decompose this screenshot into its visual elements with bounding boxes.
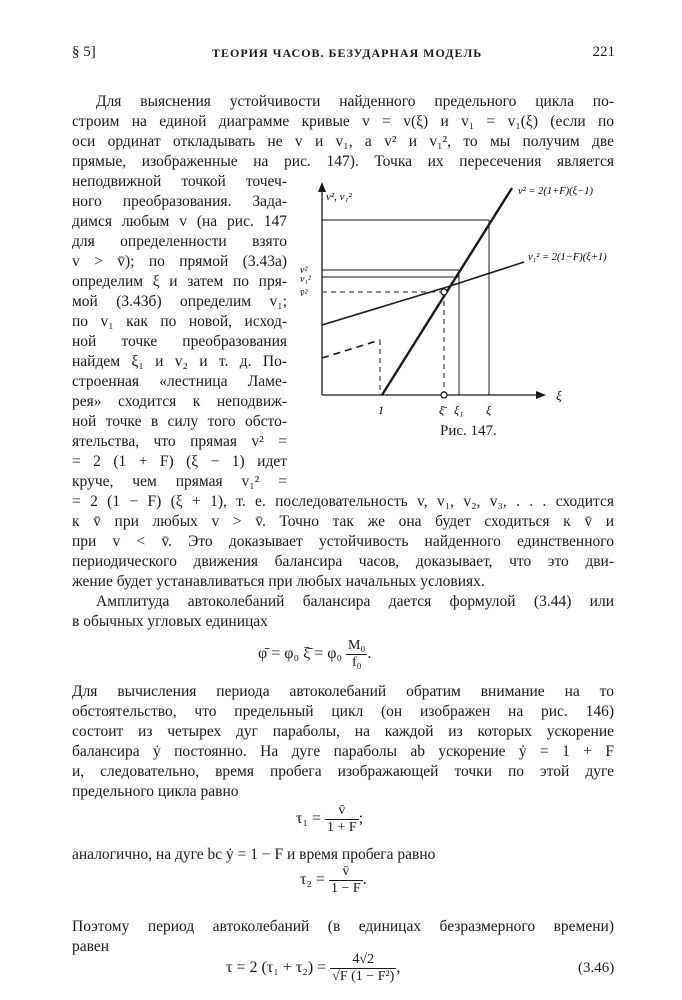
running-title: ТЕОРИЯ ЧАСОВ. БЕЗУДАРНАЯ МОДЕЛЬ — [212, 46, 483, 60]
text-line: к v̄ при любых v > v̄. Точно так же она будет сходиться к v̄ и — [72, 513, 614, 530]
y-tick-label: v² — [300, 265, 308, 276]
text-line: в обычных угловых единицах — [72, 613, 268, 630]
fraction-numerator: v̄ — [329, 864, 363, 881]
text-line: предельного цикла равно — [72, 783, 239, 800]
tick-label: ξ₁ — [454, 403, 464, 417]
y-axis-label: v², v₁² — [326, 191, 352, 203]
text-line: жение будет устанавливаться при любых начальных условиях. — [72, 573, 485, 590]
formula-lhs: τ₁ = — [296, 810, 322, 828]
tick-label: ξ̄ — [439, 403, 445, 417]
text-line: рея» сходится к неподвиж- — [72, 393, 287, 410]
formula-tail: . — [367, 645, 372, 663]
text-line: определим ξ и затем по пря- — [72, 273, 287, 290]
text-line: оси ординат откладывать не v и v₁, а v² и v₁², то мы получим две — [72, 133, 614, 150]
line1-label: v² = 2(1+F)(ξ−1) — [518, 186, 593, 197]
text-line: периодического движения балансира часов, доказывает, что это дви- — [72, 553, 614, 570]
text-line: найдем ξ₁ и v₂ и т. д. По- — [72, 353, 287, 370]
fraction-denominator: √F (1 − F²) — [332, 969, 395, 984]
text-line: круче, чем прямая v₁² = — [72, 473, 287, 490]
text-line: ного преобразования. Зада- — [72, 193, 287, 210]
axis-point-marker — [441, 392, 447, 398]
fraction-denominator: f₀ — [351, 655, 362, 670]
text-line: Для вычисления периода автоколебаний обратим внимание на то — [72, 683, 614, 700]
fraction-denominator: 1 − F — [331, 881, 361, 896]
text-line: = 2 (1 − F) (ξ + 1), т. е. последовательность v, v₁, v₂, v₃, . . . сходится — [72, 493, 614, 510]
tick-label: 1 — [378, 403, 384, 417]
fraction-numerator: v̄ — [325, 803, 359, 820]
y-axis-arrow-icon — [318, 182, 326, 192]
fraction — [346, 638, 367, 671]
text-line: состоит из четырех дуг параболы, на каждой из которых ускорение — [72, 723, 614, 740]
fraction — [330, 952, 396, 985]
text-line: мой (3.43б) определим v₁; — [72, 293, 287, 310]
text-line: прямые, изображенные на рис. 147). Точка их пересечения является — [72, 153, 614, 170]
fraction — [325, 803, 359, 836]
text-line: для определенности взято — [72, 233, 287, 250]
text-line: v > v̄); по прямой (3.43а) — [72, 253, 287, 270]
text-line: и, следовательно, время пробега изображающей точки по этой дуге — [72, 763, 614, 780]
formula-phi — [258, 638, 371, 671]
text-line: Поэтому период автоколебаний (в единицах безразмерного времени) — [72, 918, 614, 935]
fraction-denominator: 1 + F — [327, 820, 357, 835]
formula-lhs: φ̄ = φ₀ ξ̄ = φ₀ — [258, 645, 343, 663]
text-line: ной точке в силу того обсто- — [72, 413, 287, 430]
equation-number: (3.46) — [578, 960, 615, 976]
formula-tau — [226, 952, 400, 985]
fraction-numerator: 4√2 — [330, 952, 396, 969]
formula-tau1 — [296, 803, 363, 836]
x-axis-arrow-icon — [536, 391, 546, 399]
text-line: Амплитуда автоколебаний балансира дается формулой (3.44) или — [96, 593, 614, 610]
text-line: строим на единой диаграмме кривые v = v(ξ) и v₁ = v₁(ξ) (если по — [72, 113, 614, 130]
text-line: аналогично, на дуге bc ẏ = 1 − F и время пробега равно — [72, 846, 436, 863]
text-line: димся любым v (на рис. 147 — [72, 213, 287, 230]
line2-label: v₁² = 2(1−F)(ξ+1) — [528, 252, 607, 263]
fraction — [329, 864, 363, 897]
text-line: балансира ẏ постоянно. На дуге параболы ab ускорение ẏ = 1 + F — [72, 743, 614, 760]
tick-label: ξ — [486, 403, 492, 417]
figure-caption: Рис. 147. — [440, 423, 497, 439]
formula-tail: . — [362, 871, 367, 889]
text-line: по v₁ как по новой, исход- — [72, 313, 287, 330]
fraction-numerator: M₀ — [348, 638, 366, 653]
text-line: = 2 (1 + F) (ξ − 1) идет — [72, 453, 287, 470]
running-header — [72, 44, 615, 68]
formula-tail: , — [396, 959, 401, 977]
formula-tail: ; — [358, 810, 364, 828]
text-line: при v < v̄. Это доказывает устойчивость найденного единственного — [72, 533, 614, 550]
formula-lhs: τ₂ = — [300, 871, 326, 889]
section-marker: § 5] — [72, 44, 96, 60]
x-axis-label: ξ — [556, 388, 562, 403]
line-v1-squared-dashed — [322, 340, 380, 358]
text-line: ятельства, что прямая v² = — [72, 433, 287, 450]
fixed-point-marker — [441, 289, 447, 295]
text-line: равен — [72, 938, 110, 955]
text-line: ной точке преобразования — [72, 333, 287, 350]
text-line: строенная «лестница Ламе- — [72, 373, 287, 390]
y-tick-label: v̄² — [300, 288, 308, 299]
text-line: Для выяснения устойчивости найденного предельного цикла по- — [96, 93, 614, 110]
page-number: 221 — [592, 44, 615, 60]
formula-tau2 — [300, 864, 367, 897]
figure-147 — [292, 180, 632, 440]
formula-lhs: τ = 2 (τ₁ + τ₂) = — [226, 959, 327, 977]
text-line: обстоятельство, что предельный цикл (он изображен на рис. 146) — [72, 703, 614, 720]
text-line: неподвижной точкой точеч- — [72, 173, 287, 190]
y-tick-label: v₁² — [300, 274, 311, 285]
